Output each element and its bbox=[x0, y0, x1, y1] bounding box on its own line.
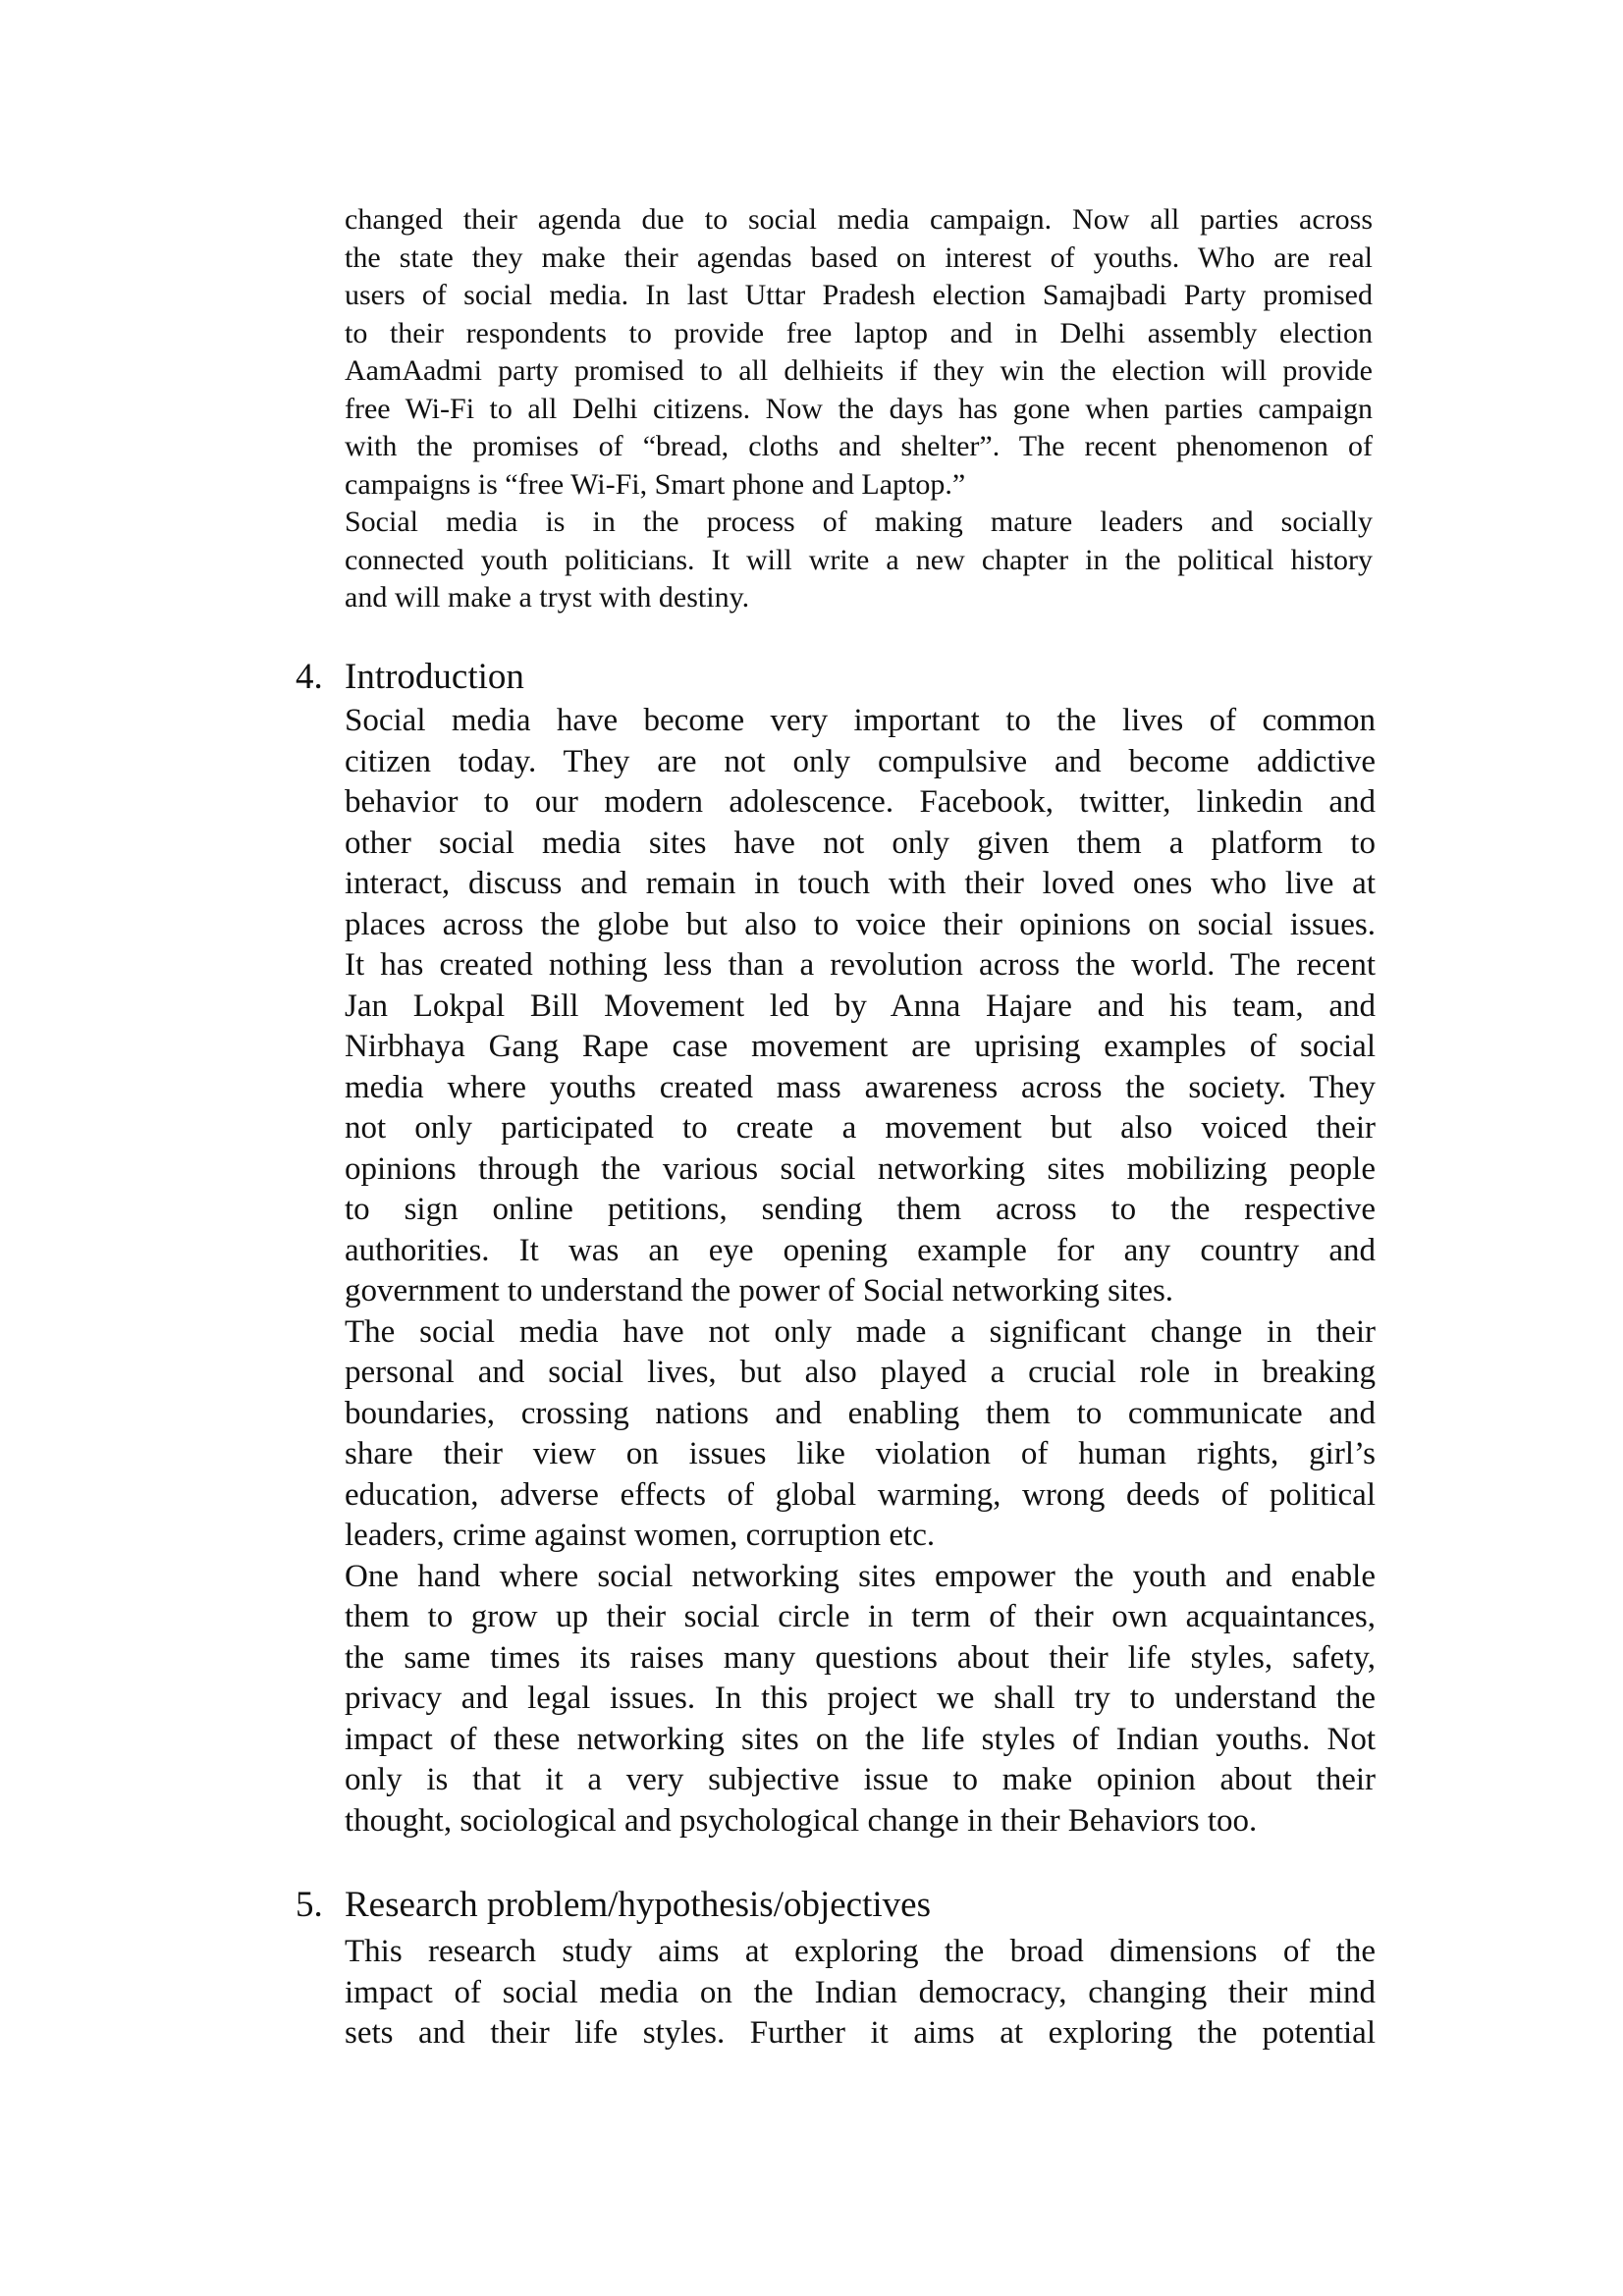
text-line: thought, sociological and psychological change in their Behaviors too. bbox=[345, 1802, 1258, 1839]
text-line: only is that it a very subjective issue to make opinion about their bbox=[345, 1762, 1376, 1797]
text-line: personal and social lives, but also played a crucial role in breaking bbox=[345, 1355, 1376, 1390]
text-line: impact of social media on the Indian democracy, changing their mind bbox=[345, 1974, 1376, 2010]
section-heading-research-problem bbox=[296, 1884, 931, 1927]
text-line: changed their agenda due to social media campaign. Now all parties across bbox=[345, 203, 1373, 236]
text-line: interact, discuss and remain in touch with their loved ones who live at bbox=[345, 866, 1376, 901]
text-line: free Wi-Fi to all Delhi citizens. Now the days has gone when parties campaign bbox=[345, 392, 1373, 425]
text-line: users of social media. In last Uttar Pradesh election Samajbadi Party promised bbox=[345, 279, 1373, 311]
text-line: to their respondents to provide free laptop and in Delhi assembly election bbox=[345, 316, 1373, 349]
text-line: boundaries, crossing nations and enabling them to communicate and bbox=[345, 1395, 1376, 1431]
text-line: with the promises of “bread, cloths and shelter”. The recent phenomenon of bbox=[345, 430, 1373, 462]
text-line: Nirbhaya Gang Rape case movement are uprising examples of social bbox=[345, 1029, 1376, 1064]
text-line: the same times its raises many questions about their life styles, safety, bbox=[345, 1639, 1376, 1676]
text-line: other social media sites have not only given them a platform to bbox=[345, 825, 1376, 861]
text-line: Jan Lokpal Bill Movement led by Anna Hajare and his team, and bbox=[345, 988, 1376, 1024]
introduction-body bbox=[345, 701, 1376, 1842]
text-line: share their view on issues like violation of human rights, girl’s bbox=[345, 1436, 1376, 1471]
section-number: 4. bbox=[296, 657, 323, 697]
text-line: One hand where social networking sites empower the youth and enable bbox=[345, 1558, 1376, 1594]
text-line: behavior to our modern adolescence. Facebook, twitter, linkedin and bbox=[345, 784, 1376, 820]
text-line: impact of these networking sites on the life styles of Indian youths. Not bbox=[345, 1721, 1376, 1757]
text-line: education, adverse effects of global warming, wrong deeds of political bbox=[345, 1476, 1376, 1513]
text-line: them to grow up their social circle in term of their own acquaintances, bbox=[345, 1599, 1376, 1634]
text-line: sets and their life styles. Further it aims at exploring the potential bbox=[345, 2015, 1376, 2051]
text-line: authorities. It was an eye opening example for any country and bbox=[345, 1232, 1376, 1268]
research-problem-body bbox=[345, 1932, 1376, 2055]
text-line: not only participated to create a movement but also voiced their bbox=[345, 1110, 1376, 1146]
text-line: Social media have become very important to the lives of common bbox=[345, 703, 1376, 738]
text-line: The social media have not only made a significant change in their bbox=[345, 1313, 1376, 1350]
text-line: the state they make their agendas based on interest of youths. Who are real bbox=[345, 240, 1373, 274]
section-title: Introduction bbox=[345, 657, 524, 697]
text-line: opinions through the various social networking sites mobilizing people bbox=[345, 1150, 1376, 1187]
text-line: connected youth politicians. It will write a new chapter in the political history bbox=[345, 543, 1373, 576]
text-line: privacy and legal issues. In this project we shall try to understand the bbox=[345, 1681, 1376, 1716]
text-line: leaders, crime against women, corruption etc. bbox=[345, 1518, 936, 1553]
text-line: places across the globe but also to voice their opinions on social issues. bbox=[345, 906, 1376, 942]
text-line: Social media is in the process of making mature leaders and socially bbox=[345, 506, 1373, 538]
text-line: government to understand the power of Social networking sites. bbox=[345, 1273, 1174, 1308]
text-line: citizen today. They are not only compulsive and become addictive bbox=[345, 743, 1376, 779]
text-line: This research study aims at exploring the broad dimensions of the bbox=[345, 1934, 1376, 1969]
text-line: It has created nothing less than a revolution across the world. The recent bbox=[345, 947, 1376, 983]
text-line: and will make a tryst with destiny. bbox=[345, 581, 750, 614]
section-title: Research problem/hypothesis/objectives bbox=[345, 1885, 931, 1925]
text-line: campaigns is “free Wi-Fi, Smart phone and Laptop.” bbox=[345, 467, 966, 501]
text-line: to sign online petitions, sending them across to the respective bbox=[345, 1192, 1376, 1227]
section-number: 5. bbox=[296, 1885, 323, 1925]
section-heading-introduction bbox=[296, 656, 524, 699]
text-line: AamAadmi party promised to all delhieits if they win the election will provide bbox=[345, 354, 1373, 387]
text-line: media where youths created mass awareness across the society. They bbox=[345, 1069, 1376, 1105]
continuation-paragraph bbox=[345, 201, 1373, 617]
